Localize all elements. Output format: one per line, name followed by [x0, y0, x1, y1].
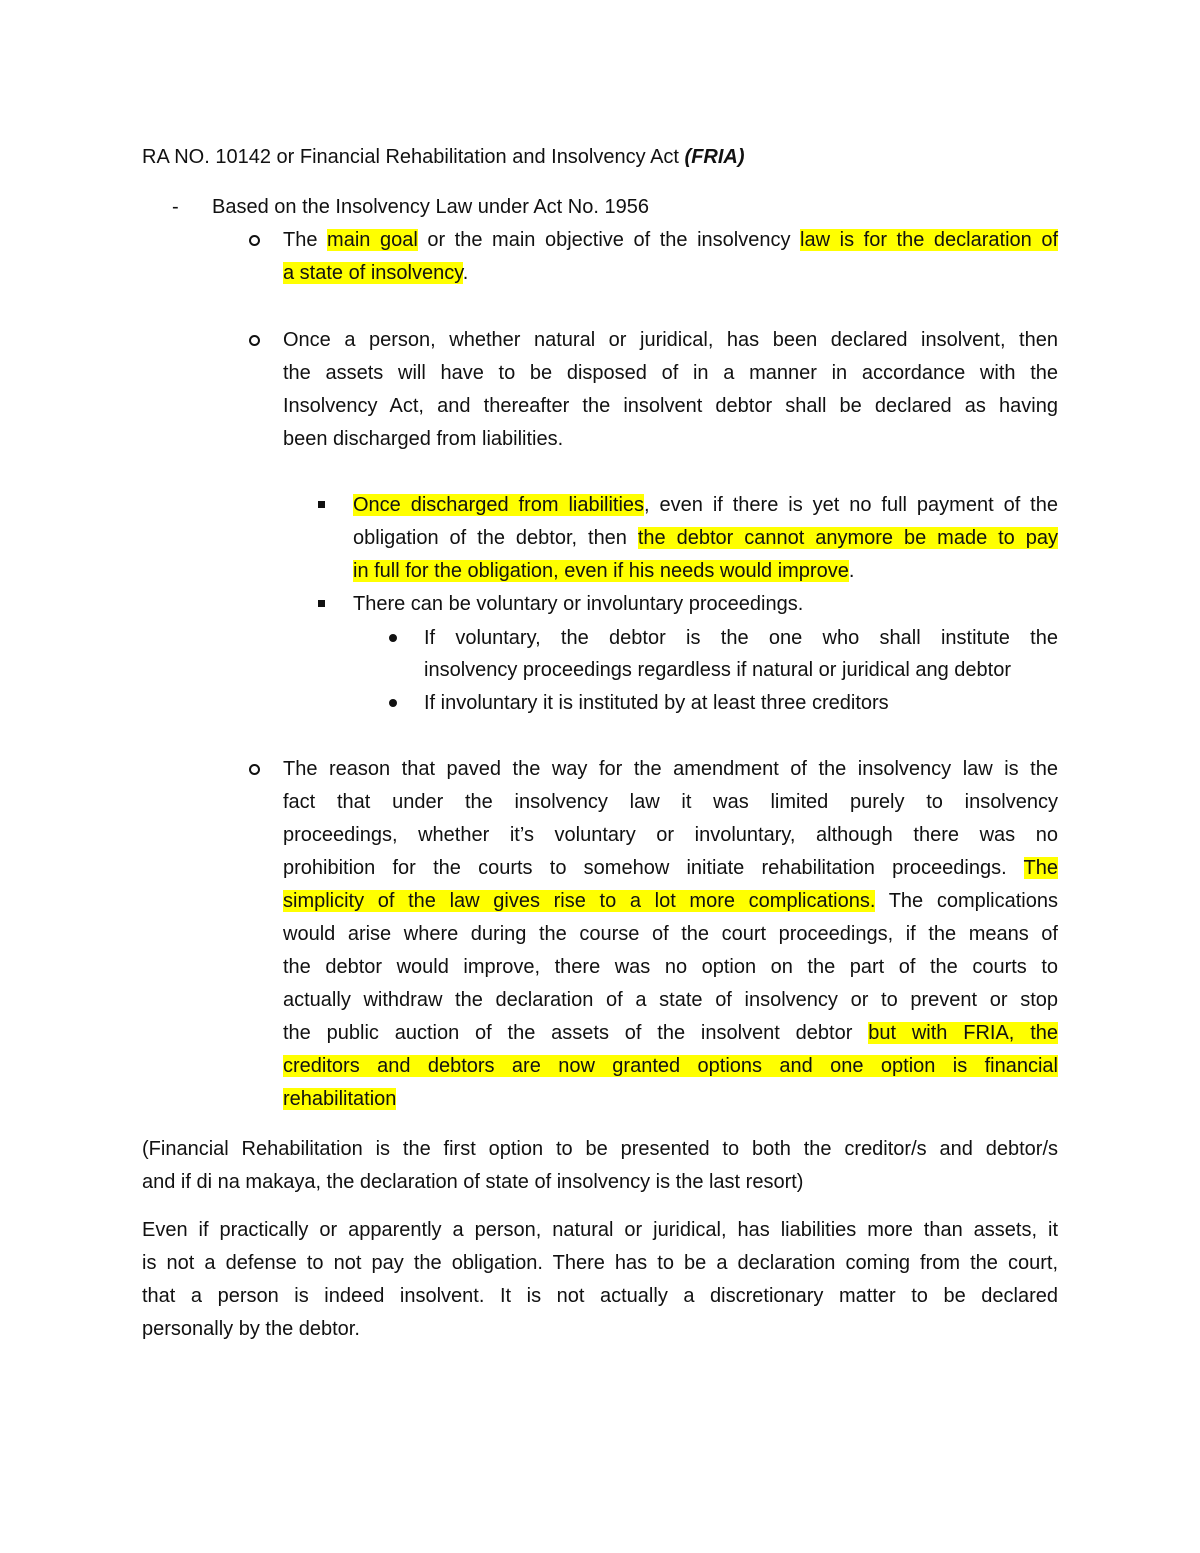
- text-span: prohibition for the courts to somehow initiate rehabilitation proceedings.: [283, 857, 1024, 879]
- heading-text: RA NO. 10142 or Financial Rehabilitation and Insolvency Act: [142, 146, 685, 168]
- sub-bullet-2: There can be voluntary or involuntary proceedings.: [353, 593, 804, 615]
- dot-item-1-line-1: If voluntary, the debtor is the one who shall institute the: [424, 627, 1058, 649]
- text-span: obligation of the debtor, then: [353, 527, 638, 549]
- paragraph-2-line-4: personally by the debtor.: [142, 1318, 360, 1340]
- bullet-3-line-1: The reason that paved the way for the amendment of the insolvency law is the: [283, 758, 1058, 780]
- bullet-3-line-9: [283, 1020, 1058, 1046]
- dash-bullet-icon: -: [172, 196, 179, 218]
- text-span: or the main objective of the insolvency: [417, 229, 801, 251]
- text-span: The: [283, 229, 328, 251]
- paragraph-1-line-1: (Financial Rehabilitation is the first option to be presented to both the creditor/s and debtor/s: [142, 1138, 1058, 1160]
- bullet-3-line-6: would arise where during the course of the court proceedings, if the means of: [283, 923, 1058, 945]
- highlight-span: simplicity of the law gives rise to a lot more complications.: [283, 890, 876, 912]
- highlight-span: in full for the obligation, even if his needs would improve: [353, 560, 849, 582]
- highlight-span: Once discharged from liabilities: [353, 494, 645, 516]
- bullet-3-line-7: the debtor would improve, there was no option on the part of the courts to: [283, 956, 1058, 978]
- bullet-2-line-4: been discharged from liabilities.: [283, 428, 564, 450]
- document-heading: [142, 144, 745, 170]
- highlight-span: law is for the declaration of: [800, 229, 1058, 251]
- dot-bullet-icon: [389, 625, 397, 660]
- bullet-3-line-8: actually withdraw the declaration of a state of insolvency or to prevent or stop: [283, 989, 1058, 1011]
- bullet-3-line-11: [283, 1086, 396, 1112]
- text-span: , even if there is yet no full payment of the: [644, 494, 1058, 516]
- bullet-2-line-2: the assets will have to be disposed of in a manner in accordance with the: [283, 362, 1058, 384]
- bullet-3-line-4: [283, 855, 1058, 881]
- square-bullet-icon: [318, 492, 325, 527]
- highlight-span: but with FRIA, the: [868, 1022, 1058, 1044]
- text-span: .: [848, 560, 855, 582]
- bullet-3-line-10: [283, 1053, 1058, 1079]
- highlight-span: a state of insolvency: [283, 262, 463, 284]
- heading-emphasis: (FRIA): [684, 146, 745, 168]
- sub-bullet-1-line-2: [353, 525, 1058, 551]
- text-span: .: [462, 262, 469, 284]
- dot-item-2: If involuntary it is instituted by at least three creditors: [424, 692, 889, 714]
- bullet-2-line-3: Insolvency Act, and thereafter the insolvent debtor shall be declared as having: [283, 395, 1058, 417]
- highlight-span: main goal: [327, 229, 418, 251]
- highlight-span: The: [1023, 857, 1058, 879]
- square-bullet-icon: [318, 591, 325, 626]
- bullet-1-line-2: [283, 260, 468, 286]
- bullet-3-line-2: fact that under the insolvency law it was limited purely to insolvency: [283, 791, 1058, 813]
- dash-item: Based on the Insolvency Law under Act No. 1956: [212, 196, 649, 218]
- paragraph-2-line-3: that a person is indeed insolvent. It is not actually a discretionary matter to be declared: [142, 1285, 1058, 1307]
- bullet-2-line-1: Once a person, whether natural or juridical, has been declared insolvent, then: [283, 329, 1058, 351]
- bullet-1-line-1: [283, 227, 1058, 253]
- dot-bullet-icon: [389, 690, 397, 725]
- circle-bullet-icon: [249, 227, 260, 261]
- dot-item-1-line-2: insolvency proceedings regardless if natural or juridical ang debtor: [424, 659, 1011, 681]
- paragraph-2-line-2: is not a defense to not pay the obligation. There has to be a declaration coming from the court,: [142, 1252, 1058, 1274]
- sub-bullet-1-line-1: [353, 492, 1058, 518]
- sub-bullet-1-line-3: [353, 558, 854, 584]
- text-span: The complications: [875, 890, 1058, 912]
- highlight-span: rehabilitation: [283, 1088, 397, 1110]
- bullet-3-line-3: proceedings, whether it’s voluntary or involuntary, although there was no: [283, 824, 1058, 846]
- circle-bullet-icon: [249, 327, 260, 361]
- highlight-span: creditors and debtors are now granted options and one option is financial: [283, 1055, 1058, 1077]
- bullet-3-line-5: [283, 888, 1058, 914]
- circle-bullet-icon: [249, 756, 260, 790]
- paragraph-1-line-2: and if di na makaya, the declaration of state of insolvency is the last resort): [142, 1171, 804, 1193]
- text-span: the public auction of the assets of the insolvent debtor: [283, 1022, 869, 1044]
- highlight-span: the debtor cannot anymore be made to pay: [637, 527, 1058, 549]
- paragraph-2-line-1: Even if practically or apparently a person, natural or juridical, has liabilities more than assets, it: [142, 1219, 1058, 1241]
